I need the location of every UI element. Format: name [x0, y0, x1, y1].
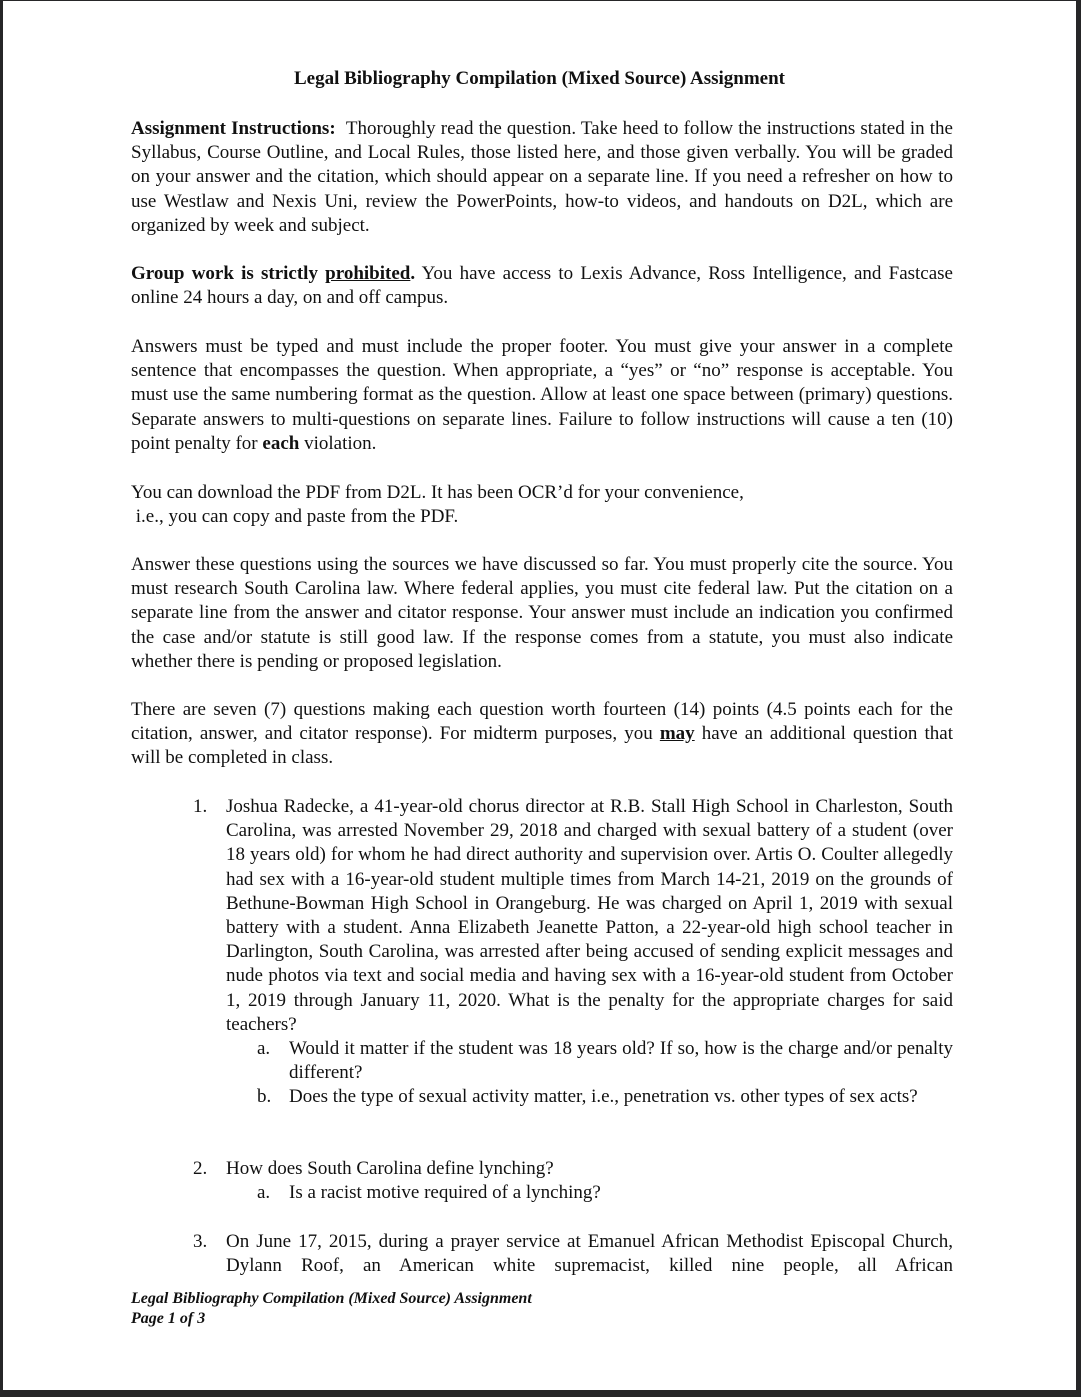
document-title: Legal Bibliography Compilation (Mixed Source) Assignment — [293, 68, 786, 89]
sub-question-text: Does the type of sexual activity matter, i.e., penetration vs. other types of sex acts? — [289, 1086, 918, 1108]
sub-question-text: Would it matter if the student was 18 years old? If so, how is the charge and/or penalty different? — [289, 1038, 953, 1084]
footer-page-number: Page 1 of 3 — [131, 1310, 206, 1327]
group-work-period: . — [410, 263, 416, 284]
download-line-1: You can download the PDF from D2L. It has been OCR’d for your convenience, — [131, 482, 744, 503]
question-3 — [193, 1230, 953, 1278]
sources-paragraph — [131, 553, 953, 674]
sub-question-2a — [226, 1181, 953, 1205]
download-paragraph — [131, 481, 953, 529]
answers-text: Answers must be typed and must include the proper footer. You must give your answer in a complete sentence that encompasses the question. When appropriate, a “yes” or “no” response is acceptable. You must use the same numbering format as the question. Allow at least one space between (primary) questions. Separate answers to multi-questions on separate lines. Failure to follow instructions will cause a ten (10) point penalty for — [131, 336, 953, 454]
question-2 — [193, 1157, 953, 1205]
group-work-bold: Group work is strictly — [131, 263, 326, 284]
sub-question-1b — [226, 1085, 953, 1109]
each-emphasis: each — [262, 432, 300, 454]
sub-question-1a — [226, 1037, 953, 1085]
group-work-text: You have access to Lexis Advance, Ross Intelligence, and Fastcase online 24 hours a day, on and off campus. — [131, 263, 953, 309]
prohibited-emphasis: prohibited — [325, 263, 411, 284]
sub-question-text: Is a racist motive required of a lynching? — [289, 1182, 601, 1204]
question-number: 2. — [193, 1158, 208, 1179]
sub-question-letter: b. — [257, 1086, 272, 1108]
points-text: There are seven (7) questions making each question worth fourteen (14) points (4.5 points each for the citation, answer, and citator response). For midterm purposes, you — [131, 699, 953, 745]
sources-text: Answer these questions using the sources we have discussed so far. You must properly cite the source. You must research South Carolina law. Where federal applies, you must cite federal law. Put the citation on a separate line from the answer and citator response. Your answer must include an indication you confirmed the case and/or statute is still good law. If the response comes from a statute, you must also indicate whether there is pending or proposed legislation. — [131, 554, 953, 672]
answers-text-end: violation. — [299, 432, 377, 454]
sub-question-letter: a. — [257, 1038, 271, 1060]
page-footer — [131, 1289, 532, 1329]
points-text-end: have an additional question that will be completed in class. — [131, 723, 954, 769]
question-number: 3. — [193, 1231, 208, 1252]
question-number: 1. — [193, 796, 208, 817]
may-emphasis: may — [659, 723, 695, 745]
answers-paragraph — [131, 335, 953, 456]
footer-title: Legal Bibliography Compilation (Mixed Source) Assignment — [131, 1290, 532, 1307]
points-paragraph — [131, 698, 953, 771]
group-work-paragraph — [131, 262, 953, 310]
question-1 — [193, 795, 953, 1110]
question-text: On June 17, 2015, during a prayer service at Emanuel African Methodist Episcopal Church, Dylann Roof, an American white supremacist, killed nine people, all African — [226, 1231, 953, 1277]
instructions-text: Thoroughly read the question. Take heed to follow the instructions stated in the Syllabus, Course Outline, and Local Rules, those listed here, and those given verbally. You will be graded on your answer and the citation, which should appear on a separate line. If you need a refresher on how to use Westlaw and Nexis Uni, review the PowerPoints, how-to videos, and handouts on D2L, which are organized by week and subject. — [131, 118, 953, 236]
instructions-paragraph — [131, 117, 953, 238]
document-page — [3, 1, 1076, 1390]
download-line-2: i.e., you can copy and paste from the PDF. — [131, 506, 459, 528]
instructions-label: Assignment Instructions: — [131, 118, 336, 139]
sub-question-letter: a. — [257, 1182, 271, 1204]
question-text: Joshua Radecke, a 41-year-old chorus director at R.B. Stall High School in Charleston, South Carolina, was arrested November 29, 2018 and charged with sexual battery of a student (over 18 years old) for whom he had direct authority and supervision over. Artis O. Coulter allegedly had sex with a 16-year-old student multiple times from March 14-21, 2019 on the grounds of Bethune-Bowman High School in Orangeburg. He was charged on April 1, 2019 with sexual battery with a student. Anna Elizabeth Jeanette Patton, a 22-year-old high school teacher in Darlington, South Carolina, was arrested after being accused of sending explicit messages and nude photos via text and social media and having sex with a 16-year-old student from October 1, 2019 through January 11, 2020. What is the penalty for the appropriate charges for said teachers? — [226, 796, 953, 1035]
question-text: How does South Carolina define lynching? — [226, 1158, 554, 1179]
